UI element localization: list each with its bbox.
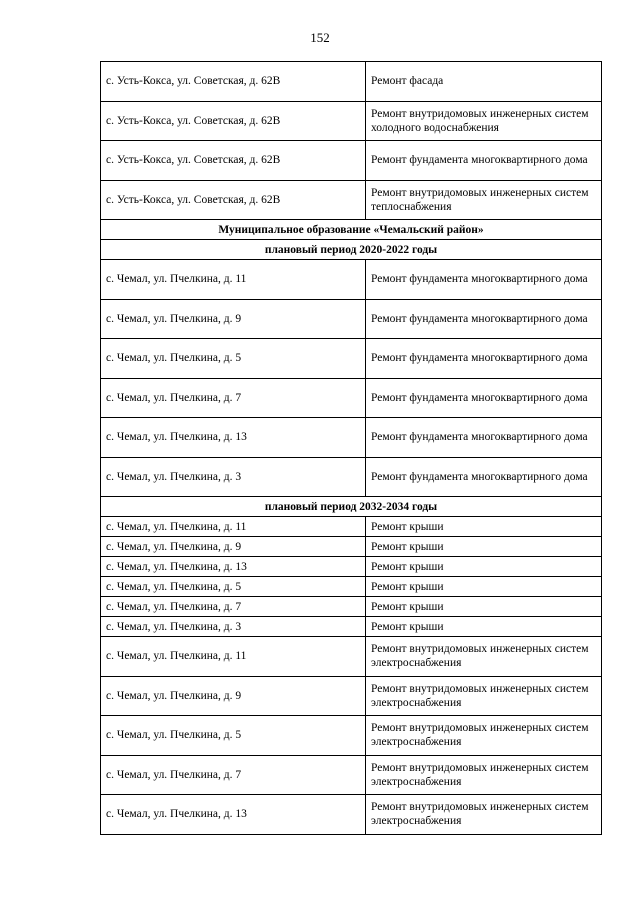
table-row <box>101 260 602 300</box>
section-header-row <box>101 497 602 517</box>
address-cell: с. Чемал, ул. Пчелкина, д. 3 <box>101 617 366 637</box>
address-cell: с. Чемал, ул. Пчелкина, д. 7 <box>101 378 366 418</box>
address-cell: с. Чемал, ул. Пчелкина, д. 7 <box>101 597 366 617</box>
work-type-cell: Ремонт фундамента многоквартирного дома <box>366 457 602 497</box>
table-row <box>101 617 602 637</box>
address-cell: с. Чемал, ул. Пчелкина, д. 5 <box>101 577 366 597</box>
work-type-cell: Ремонт фундамента многоквартирного дома <box>366 339 602 379</box>
address-cell: с. Чемал, ул. Пчелкина, д. 9 <box>101 299 366 339</box>
table-row <box>101 795 602 835</box>
work-type-cell: Ремонт крыши <box>366 557 602 577</box>
address-cell: с. Чемал, ул. Пчелкина, д. 11 <box>101 517 366 537</box>
table-row <box>101 577 602 597</box>
table-row <box>101 141 602 181</box>
section-header-row <box>101 220 602 240</box>
work-type-cell: Ремонт внутридомовых инженерных систем электроснабжения <box>366 637 602 677</box>
section-header-row <box>101 240 602 260</box>
table-row <box>101 101 602 141</box>
works-table-body <box>101 62 602 835</box>
table-row <box>101 339 602 379</box>
work-type-cell: Ремонт крыши <box>366 537 602 557</box>
address-cell: с. Чемал, ул. Пчелкина, д. 9 <box>101 537 366 557</box>
address-cell: с. Усть-Кокса, ул. Советская, д. 62В <box>101 62 366 102</box>
work-type-cell: Ремонт фундамента многоквартирного дома <box>366 378 602 418</box>
table-row <box>101 517 602 537</box>
address-cell: с. Чемал, ул. Пчелкина, д. 13 <box>101 418 366 458</box>
work-type-cell: Ремонт внутридомовых инженерных систем электроснабжения <box>366 795 602 835</box>
work-type-cell: Ремонт фундамента многоквартирного дома <box>366 418 602 458</box>
table-row <box>101 637 602 677</box>
table-row <box>101 676 602 716</box>
work-type-cell: Ремонт фундамента многоквартирного дома <box>366 141 602 181</box>
address-cell: с. Чемал, ул. Пчелкина, д. 11 <box>101 637 366 677</box>
work-type-cell: Ремонт внутридомовых инженерных систем теплоснабжения <box>366 180 602 220</box>
address-cell: с. Чемал, ул. Пчелкина, д. 11 <box>101 260 366 300</box>
section-header: плановый период 2020-2022 годы <box>101 240 602 260</box>
section-header: Муниципальное образование «Чемальский район» <box>101 220 602 240</box>
work-type-cell: Ремонт крыши <box>366 577 602 597</box>
address-cell: с. Чемал, ул. Пчелкина, д. 5 <box>101 339 366 379</box>
address-cell: с. Усть-Кокса, ул. Советская, д. 62В <box>101 141 366 181</box>
table-row <box>101 62 602 102</box>
work-type-cell: Ремонт внутридомовых инженерных систем электроснабжения <box>366 716 602 756</box>
table-row <box>101 716 602 756</box>
table-row <box>101 597 602 617</box>
work-type-cell: Ремонт внутридомовых инженерных систем холодного водоснабжения <box>366 101 602 141</box>
section-header: плановый период 2032-2034 годы <box>101 497 602 517</box>
address-cell: с. Чемал, ул. Пчелкина, д. 7 <box>101 755 366 795</box>
address-cell: с. Усть-Кокса, ул. Советская, д. 62В <box>101 101 366 141</box>
address-cell: с. Усть-Кокса, ул. Советская, д. 62В <box>101 180 366 220</box>
work-type-cell: Ремонт крыши <box>366 517 602 537</box>
work-type-cell: Ремонт крыши <box>366 597 602 617</box>
table-row <box>101 557 602 577</box>
works-table <box>100 61 602 835</box>
address-cell: с. Чемал, ул. Пчелкина, д. 9 <box>101 676 366 716</box>
work-type-cell: Ремонт крыши <box>366 617 602 637</box>
address-cell: с. Чемал, ул. Пчелкина, д. 3 <box>101 457 366 497</box>
work-type-cell: Ремонт внутридомовых инженерных систем электроснабжения <box>366 755 602 795</box>
table-row <box>101 180 602 220</box>
table-row <box>101 378 602 418</box>
table-row <box>101 299 602 339</box>
table-row <box>101 418 602 458</box>
address-cell: с. Чемал, ул. Пчелкина, д. 13 <box>101 795 366 835</box>
page-number: 152 <box>310 30 330 45</box>
table-row <box>101 755 602 795</box>
work-type-cell: Ремонт фундамента многоквартирного дома <box>366 260 602 300</box>
table-row <box>101 457 602 497</box>
work-type-cell: Ремонт внутридомовых инженерных систем электроснабжения <box>366 676 602 716</box>
work-type-cell: Ремонт фундамента многоквартирного дома <box>366 299 602 339</box>
address-cell: с. Чемал, ул. Пчелкина, д. 5 <box>101 716 366 756</box>
table-row <box>101 537 602 557</box>
address-cell: с. Чемал, ул. Пчелкина, д. 13 <box>101 557 366 577</box>
work-type-cell: Ремонт фасада <box>366 62 602 102</box>
